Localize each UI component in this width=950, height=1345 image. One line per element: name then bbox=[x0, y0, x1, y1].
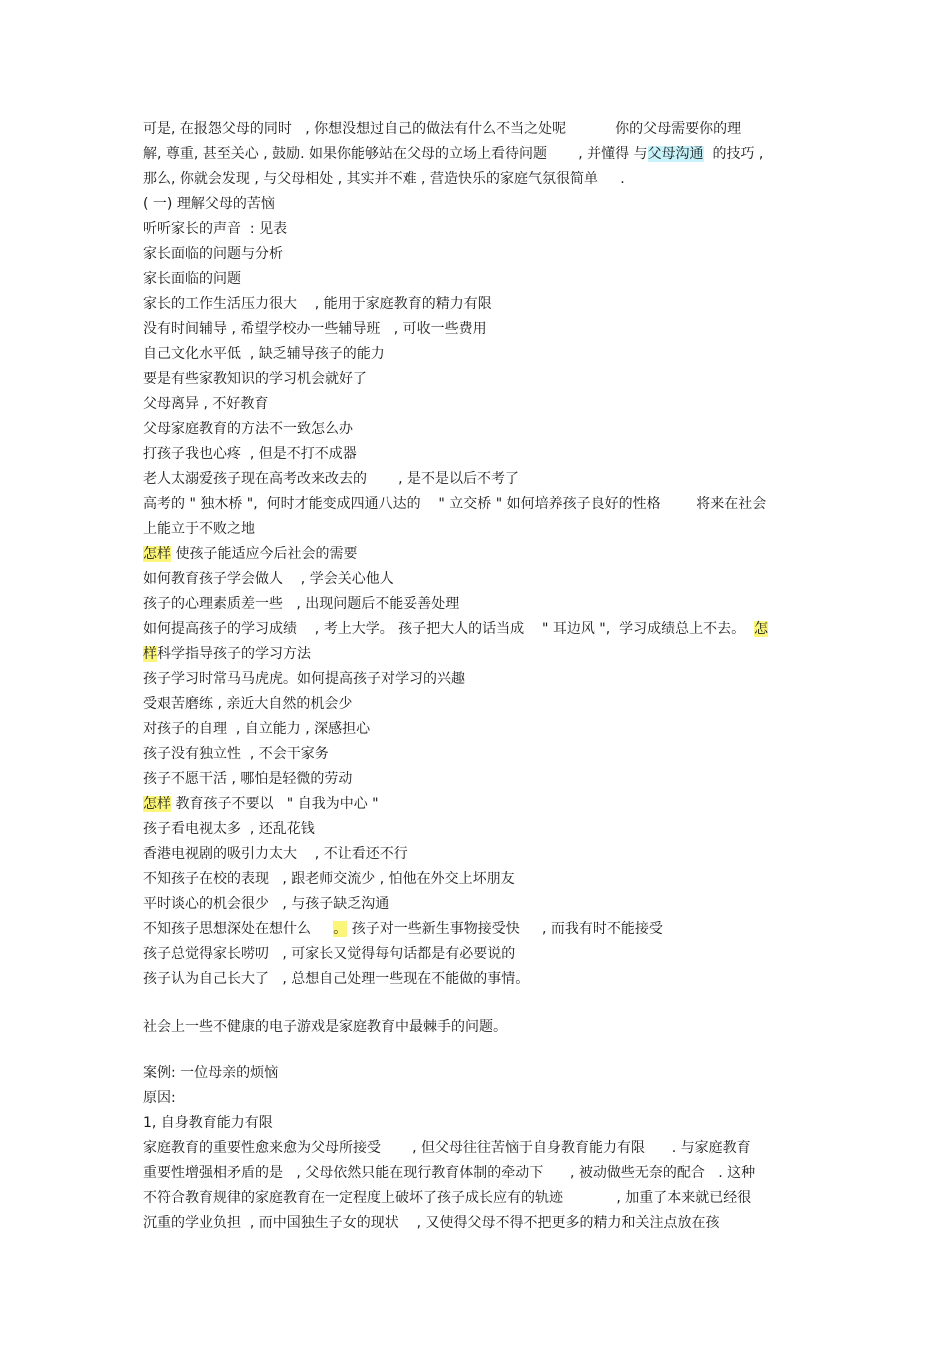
highlight-period: 。 bbox=[333, 921, 348, 937]
section-heading: ( 一) 理解父母的苦恼 bbox=[143, 196, 275, 212]
problem-item-text: 科学指导孩子的学习方法 bbox=[157, 646, 311, 662]
problem-item-tail: 孩子对一些新生事物接受快 , 而我有时不能接受 bbox=[347, 921, 663, 937]
problem-item: 没有时间辅导 , 希望学校办一些辅导班 , 可收一些费用 bbox=[143, 321, 487, 337]
parent-voice-line: 听听家长的声音 : 见表 bbox=[143, 221, 288, 237]
intro-line-2-text: 解, 尊重, 甚至关心 , 鼓励. 如果你能够站在父母的立场上看待问题 , 并懂得 与 bbox=[143, 146, 648, 162]
paragraph-line: 重要性增强相矛盾的是 , 父母依然只能在现行教育体制的牵动下 , 被动做些无奈的配合 . 这种 bbox=[143, 1165, 756, 1181]
intro-line-1: 可是, 在报怨父母的同时 , 你想没想过自己的做法有什么不当之处呢 你的父母需要你的理 bbox=[143, 121, 742, 137]
problem-item: 孩子认为自己长大了 , 总想自己处理一些现在不能做的事情。 bbox=[143, 971, 530, 987]
reason-heading: 1, 自身教育能力有限 bbox=[143, 1115, 273, 1131]
problem-item: 自己文化水平低 , 缺乏辅导孩子的能力 bbox=[143, 346, 385, 362]
problem-item: 要是有些家教知识的学习机会就好了 bbox=[143, 371, 367, 387]
highlight-how-end: 样 bbox=[143, 646, 157, 662]
problem-item-text: 使孩子能适应今后社会的需要 bbox=[171, 546, 358, 562]
problem-item: 孩子没有独立性 , 不会干家务 bbox=[143, 746, 329, 762]
problem-item: 香港电视剧的吸引力太大 , 不让看还不行 bbox=[143, 846, 408, 862]
problem-item: 不知孩子在校的表现 , 跟老师交流少 , 怕他在外交上坏朋友 bbox=[143, 871, 515, 887]
intro-line-3: 那么, 你就会发现 , 与父母相处 , 其实并不难 , 营造快乐的家庭气氛很简单 . bbox=[143, 171, 625, 187]
problem-item: 孩子学习时常马马虎虎。如何提高孩子对学习的兴趣 bbox=[143, 671, 465, 687]
problem-item: 如何教育孩子学会做人 , 学会关心他人 bbox=[143, 571, 394, 587]
problem-item: 孩子不愿干活 , 哪怕是轻微的劳动 bbox=[143, 771, 353, 787]
problem-item bbox=[143, 795, 379, 813]
problem-item: 平时谈心的机会很少 , 与孩子缺乏沟通 bbox=[143, 896, 390, 912]
problem-item: 老人太溺爱孩子现在高考改来改去的 , 是不是以后不考了 bbox=[143, 471, 520, 487]
problems-title: 家长面临的问题 bbox=[143, 271, 241, 287]
problem-item-text: 教育孩子不要以 " 自我为中心 " bbox=[171, 796, 379, 812]
problem-item-text: 不知孩子思想深处在想什么 bbox=[143, 921, 334, 937]
problem-item: 受艰苦磨练 , 亲近大自然的机会少 bbox=[143, 696, 353, 712]
reason-label: 原因: bbox=[143, 1090, 176, 1106]
highlight-how: 怎样 bbox=[143, 546, 171, 562]
problem-item: 高考的 " 独木桥 ", 何时才能变成四通八达的 " 立交桥 " 如何培养孩子良好的性格 将来在社会 bbox=[143, 496, 767, 512]
case-title: 案例: 一位母亲的烦恼 bbox=[143, 1065, 279, 1081]
intro-line-2 bbox=[143, 145, 763, 163]
paragraph-line: 家庭教育的重要性愈来愈为父母所接受 , 但父母往往苦恼于自身教育能力有限 . 与家庭教育 bbox=[143, 1140, 751, 1156]
problem-item: 孩子看电视太多 , 还乱花钱 bbox=[143, 821, 315, 837]
problem-item bbox=[143, 920, 663, 938]
paragraph-line: 沉重的学业负担 , 而中国独生子女的现状 , 又使得父母不得不把更多的精力和关注点放在孩 bbox=[143, 1215, 720, 1231]
highlight-parent-communication: 父母沟通 bbox=[647, 146, 704, 162]
problem-item bbox=[143, 645, 311, 663]
society-note: 社会上一些不健康的电子游戏是家庭教育中最棘手的问题。 bbox=[143, 1019, 507, 1035]
problem-item: 孩子总觉得家长唠叨 , 可家长又觉得每句话都是有必要说的 bbox=[143, 946, 516, 962]
problem-item bbox=[143, 620, 768, 638]
paragraph-line: 不符合教育规律的家庭教育在一定程度上破坏了孩子成长应有的轨迹 , 加重了本来就已经很 bbox=[143, 1190, 752, 1206]
problem-item: 对孩子的自理 , 自立能力 , 深感担心 bbox=[143, 721, 371, 737]
problem-item: 父母离异 , 不好教育 bbox=[143, 396, 269, 412]
problem-item-text: 如何提高孩子的学习成绩 , 考上大学。 孩子把大人的话当成 " 耳边风 ", 学习成绩总上不去。 bbox=[143, 621, 754, 637]
problem-item: 父母家庭教育的方法不一致怎么办 bbox=[143, 421, 353, 437]
highlight-how: 怎样 bbox=[143, 796, 171, 812]
problem-item: 家长的工作生活压力很大 , 能用于家庭教育的精力有限 bbox=[143, 296, 492, 312]
highlight-how-start: 怎 bbox=[753, 621, 768, 637]
problem-item: 上能立于不败之地 bbox=[143, 521, 255, 537]
problem-item: 孩子的心理素质差一些 , 出现问题后不能妥善处理 bbox=[143, 596, 460, 612]
problem-item bbox=[143, 545, 357, 563]
intro-line-2-tail: 的技巧 , bbox=[703, 146, 764, 162]
analysis-title: 家长面临的问题与分析 bbox=[143, 246, 283, 262]
problem-item: 打孩子我也心疼 , 但是不打不成器 bbox=[143, 446, 357, 462]
